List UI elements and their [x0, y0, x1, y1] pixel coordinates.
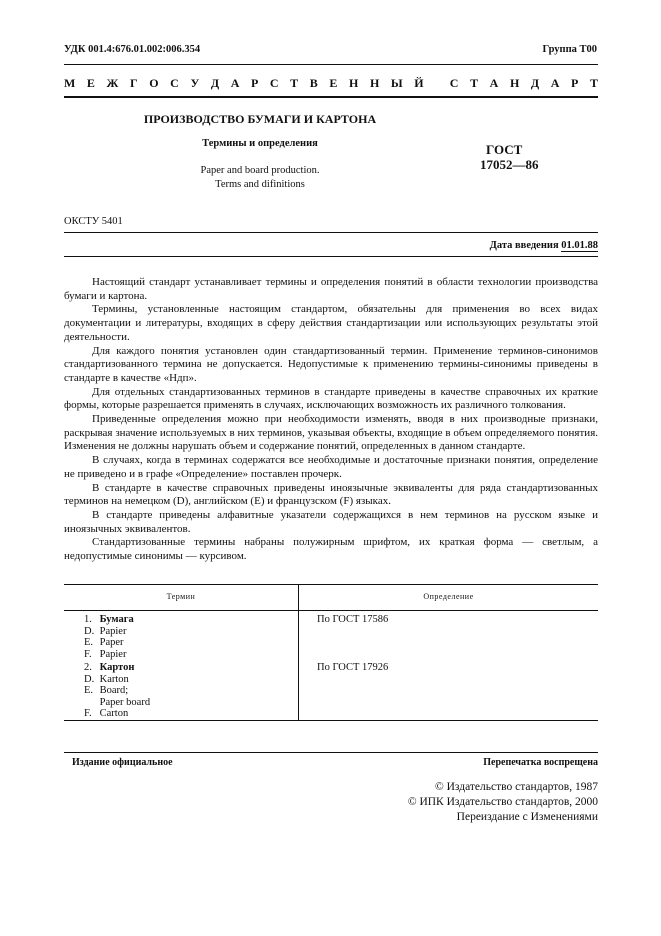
term-english: Paper	[99, 637, 124, 648]
table-header-term: Термин	[166, 592, 196, 601]
term-french: Carton	[99, 708, 129, 719]
banner-letter: М	[64, 76, 76, 90]
banner-letter: А	[230, 76, 240, 90]
banner-letter: Е	[329, 76, 338, 90]
banner-letter: Е	[86, 76, 95, 90]
banner-letter: Т	[290, 76, 299, 90]
english-title	[64, 164, 456, 192]
paragraph: В случаях, когда в терминах содержатся все необходимые и достаточные признаки понятия, определение не приведено и в графе «Определение» поставлен прочерк.	[64, 454, 598, 480]
term-english: Board;	[99, 685, 129, 696]
banner-letter: Н	[349, 76, 359, 90]
table-column-divider	[298, 584, 299, 720]
term-number: 2.	[84, 662, 92, 673]
table-row-definition: По ГОСТ 17926	[317, 662, 389, 673]
footer-rule	[64, 752, 598, 753]
paragraph: Для каждого понятия установлен один стандартизованный термин. Применение терминов-синонимов стандартизованного термина не допускается. Недопустимые к применению термины-синонимы приведены в стандарте в качестве «Ндп».	[64, 344, 598, 384]
term-german: Papier	[99, 625, 127, 637]
reprint-prohibited: Перепечатка воспрещена	[483, 757, 598, 768]
official-edition: Издание официальное	[72, 757, 173, 768]
paragraph: Приведенные определения можно при необходимости изменять, вводя в них производные признаки, раскрывая значение используемых в них терминов, указывая объекты, входящие в объем определяемого понятия. Изменения не должны нарушать объем и содержание понятий, определенных в данном стандарте.	[64, 413, 598, 453]
term-german: Karton	[99, 673, 129, 685]
banner-letter: О	[149, 76, 159, 90]
banner-letter: Ы	[390, 76, 403, 90]
okstu-code: ОКСТУ 5401	[64, 216, 123, 227]
introduction-text	[64, 276, 598, 564]
banner-letter: Н	[509, 76, 520, 90]
gost-label: ГОСТ	[486, 142, 523, 157]
banner-letter: Т	[470, 76, 479, 90]
term-english-alt: Paper board	[99, 696, 151, 708]
term-number: 1.	[84, 614, 92, 625]
reissue-note: Переиздание с Изменениями	[456, 811, 598, 823]
term-name: Картон	[99, 662, 135, 673]
banner-letter: А	[489, 76, 499, 90]
term-name: Бумага	[99, 614, 134, 625]
banner-letter	[435, 76, 438, 91]
banner-rule	[64, 96, 598, 98]
banner-letter: Д	[210, 76, 220, 90]
date-label: Дата введения	[489, 240, 559, 251]
table-row-term	[84, 614, 134, 660]
paragraph: Стандартизованные термины набраны полужирным шрифтом, их краткая форма — светлым, а недопустимые синонимы — курсивом.	[64, 536, 598, 563]
paragraph: В стандарте приведены алфавитные указатели содержащихся в нем терминов на русском языке и иноязычных эквивалентов.	[64, 508, 598, 535]
gost-number: 17052—86	[480, 157, 539, 172]
banner-letter: В	[309, 76, 318, 90]
copyright-line-2: © ИПК Издательство стандартов, 2000	[407, 796, 598, 808]
gost-designation	[456, 142, 598, 172]
banner-letter: Й	[414, 76, 424, 90]
copyright-line-1: © Издательство стандартов, 1987	[434, 781, 598, 793]
table-header-rule	[64, 610, 598, 611]
lang-code-f: F.	[84, 648, 92, 660]
standard-banner	[64, 76, 598, 91]
paragraph: Термины, установленные настоящим стандартом, обязательны для применения во всех видах документации и литературы, входящих в сферу действия стандартизации или использующих результаты этой деятельности.	[64, 303, 598, 343]
banner-letter: Г	[130, 76, 138, 90]
banner-letter: Ж	[106, 76, 119, 90]
banner-letter: Р	[571, 76, 579, 90]
document-title: ПРОИЗВОДСТВО БУМАГИ И КАРТОНА	[143, 112, 377, 126]
top-rule	[64, 64, 598, 65]
paragraph: Для отдельных стандартизованных терминов в стандарте приведены в качестве справочных их краткие формы, которые разрешается применять в случаях, исключающих возможность их различного толкования.	[64, 385, 598, 412]
lang-code-d: D.	[84, 673, 95, 685]
table-row-term	[84, 662, 150, 720]
term-french: Papier	[99, 648, 127, 660]
paragraph: Настоящий стандарт устанавливает термины и определения понятий в области технологии производства бумаги и картона.	[64, 276, 598, 302]
date-of-introduction	[490, 240, 598, 251]
udc-code: УДК 001.4:676.01.002:006.354	[64, 44, 201, 55]
date-rule	[64, 256, 598, 257]
banner-letter: У	[190, 76, 200, 90]
paragraph: В стандарте в качестве справочных приведены иноязычные эквиваленты для ряда стандартизованных терминов на немецком (D), английском (E) и французском (F) языках.	[64, 481, 598, 508]
table-bottom-rule	[64, 720, 598, 721]
english-title-line-2: Terms and difinitions	[215, 179, 305, 190]
banner-letter: С	[170, 76, 179, 90]
table-row-definition: По ГОСТ 17586	[317, 614, 389, 625]
lang-code-e: E.	[84, 685, 94, 696]
table-header-definition: Определение	[423, 592, 474, 601]
banner-letter: Д	[530, 76, 540, 90]
okstu-rule	[64, 232, 598, 233]
banner-letter: Т	[589, 76, 598, 90]
group-code: Группа Т00	[542, 44, 597, 55]
date-value: 01.01.88	[561, 240, 598, 251]
banner-letter: Р	[250, 76, 259, 90]
english-title-line-1: Paper and board production.	[200, 165, 320, 176]
banner-letter: С	[269, 76, 279, 90]
copyright-block	[408, 780, 598, 825]
document-subtitle: Термины и определения	[202, 138, 318, 149]
lang-code-e: E.	[84, 637, 94, 648]
table-top-rule	[64, 584, 598, 585]
lang-code-f: F.	[84, 708, 92, 719]
banner-letter: А	[550, 76, 560, 90]
banner-letter: С	[449, 76, 459, 90]
lang-code-d: D.	[84, 625, 95, 637]
banner-letter: Н	[369, 76, 380, 90]
